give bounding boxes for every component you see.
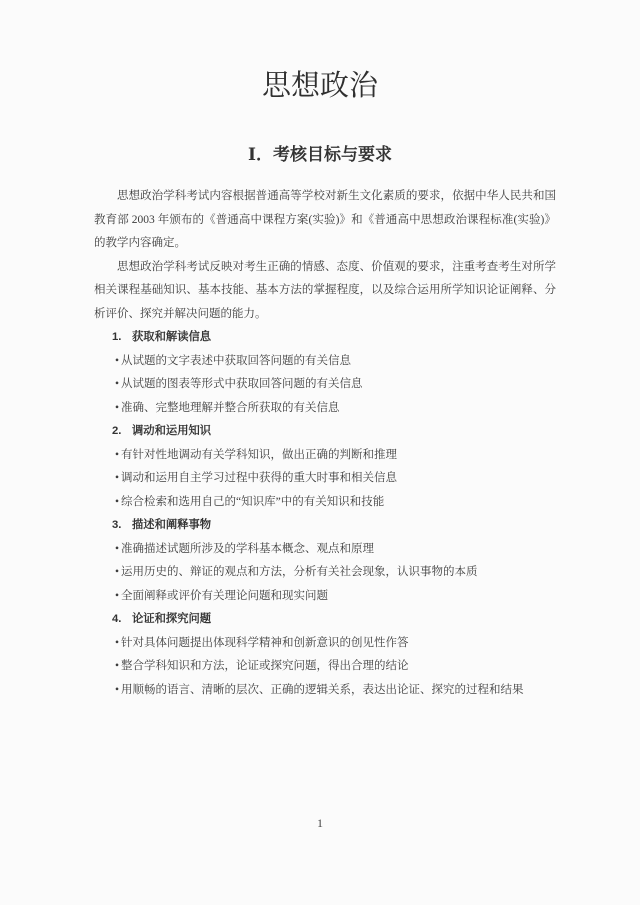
- objective-item-text: 从试题的图表等形式中获取回答问题的有关信息: [121, 378, 363, 390]
- objective-item-text: 准确、完整地理解并整合所获取的有关信息: [121, 401, 340, 414]
- objective-title: 调动和运用知识: [132, 425, 212, 437]
- objective-item: [115, 373, 556, 397]
- bullet-icon: •: [115, 683, 120, 696]
- objective-item-text: 运用历史的、辩证的观点和方法，分析有关社会现象，认识事物的本质: [121, 566, 478, 578]
- document-title: 思想政治: [261, 70, 378, 102]
- objective-number: 1.: [112, 331, 122, 343]
- bullet-icon: •: [115, 401, 120, 414]
- objective-item: [115, 585, 556, 609]
- objective-section-3: [94, 514, 556, 608]
- objective-item-text: 综合检索和选用自己的“知识库”中的有关知识和技能: [121, 495, 385, 508]
- objective-item-text: 针对具体问题提出体现科学精神和创新意识的创见性作答: [121, 636, 409, 649]
- objective-section-1: [94, 326, 556, 420]
- objective-section-4: [94, 608, 556, 702]
- objective-heading: [112, 608, 556, 632]
- bullet-icon: •: [115, 542, 120, 555]
- bullet-icon: •: [115, 448, 120, 461]
- section-heading: Ⅰ．考核目标与要求: [248, 145, 392, 164]
- objective-item-text: 调动和运用自主学习过程中获得的重大时事和相关信息: [121, 472, 398, 484]
- objective-heading: [112, 326, 556, 350]
- objective-heading: [112, 420, 556, 444]
- objective-number: 4.: [112, 613, 122, 625]
- objective-item: [115, 467, 556, 491]
- objective-heading: [112, 514, 556, 538]
- objective-item-text: 用顺畅的语言、清晰的层次、正确的逻辑关系，表达出论证、探究的过程和结果: [121, 683, 524, 696]
- intro-paragraph: 思想政治学科考试反映对考生正确的情感、态度、价值观的要求，注重考查考生对所学相关课程基础知识、基本技能、基本方法的掌握程度，以及综合运用所学知识论证阐释、分析评价、探究并解决问题的能力。: [94, 260, 556, 320]
- bullet-icon: •: [115, 495, 120, 508]
- objective-item: [115, 491, 556, 515]
- bullet-icon: •: [115, 660, 120, 672]
- bullet-icon: •: [115, 354, 120, 367]
- objective-section-2: [94, 420, 556, 514]
- objective-title: 描述和阐释事物: [132, 519, 212, 531]
- objective-title: 获取和解读信息: [132, 331, 212, 343]
- bullet-icon: •: [115, 472, 120, 484]
- objective-item: [115, 350, 556, 374]
- objective-item: [115, 655, 556, 679]
- objective-number: 3.: [112, 519, 122, 531]
- bullet-icon: •: [115, 566, 120, 578]
- objective-number: 2.: [112, 425, 122, 437]
- objective-item: [115, 444, 556, 468]
- objective-item: [115, 397, 556, 421]
- objective-item: [115, 632, 556, 656]
- objective-item: [115, 538, 556, 562]
- objective-item: [115, 561, 556, 585]
- objective-item-text: 全面阐释或评价有关理论问题和现实问题: [121, 589, 329, 602]
- page-number: 1: [317, 816, 323, 830]
- objective-item-text: 准确描述试题所涉及的学科基本概念、观点和原理: [121, 542, 375, 555]
- objective-item-text: 从试题的文字表述中获取回答问题的有关信息: [121, 354, 352, 367]
- intro-paragraph: 思想政治学科考试内容根据普通高等学校对新生文化素质的要求，依据中华人民共和国教育部 2003 年颁布的《普通高中课程方案(实验)》和《普通高中思想政治课程标准(实验)》的教学内容确定。: [94, 190, 556, 249]
- objective-item: [115, 679, 556, 703]
- bullet-icon: •: [115, 589, 120, 602]
- bullet-icon: •: [115, 378, 120, 390]
- objective-item-text: 有针对性地调动有关学科知识，做出正确的判断和推理: [121, 448, 398, 461]
- objective-title: 论证和探究问题: [132, 613, 212, 625]
- bullet-icon: •: [115, 636, 120, 649]
- objective-item-text: 整合学科知识和方法，论证或探究问题，得出合理的结论: [121, 660, 409, 672]
- document-body: [94, 185, 556, 702]
